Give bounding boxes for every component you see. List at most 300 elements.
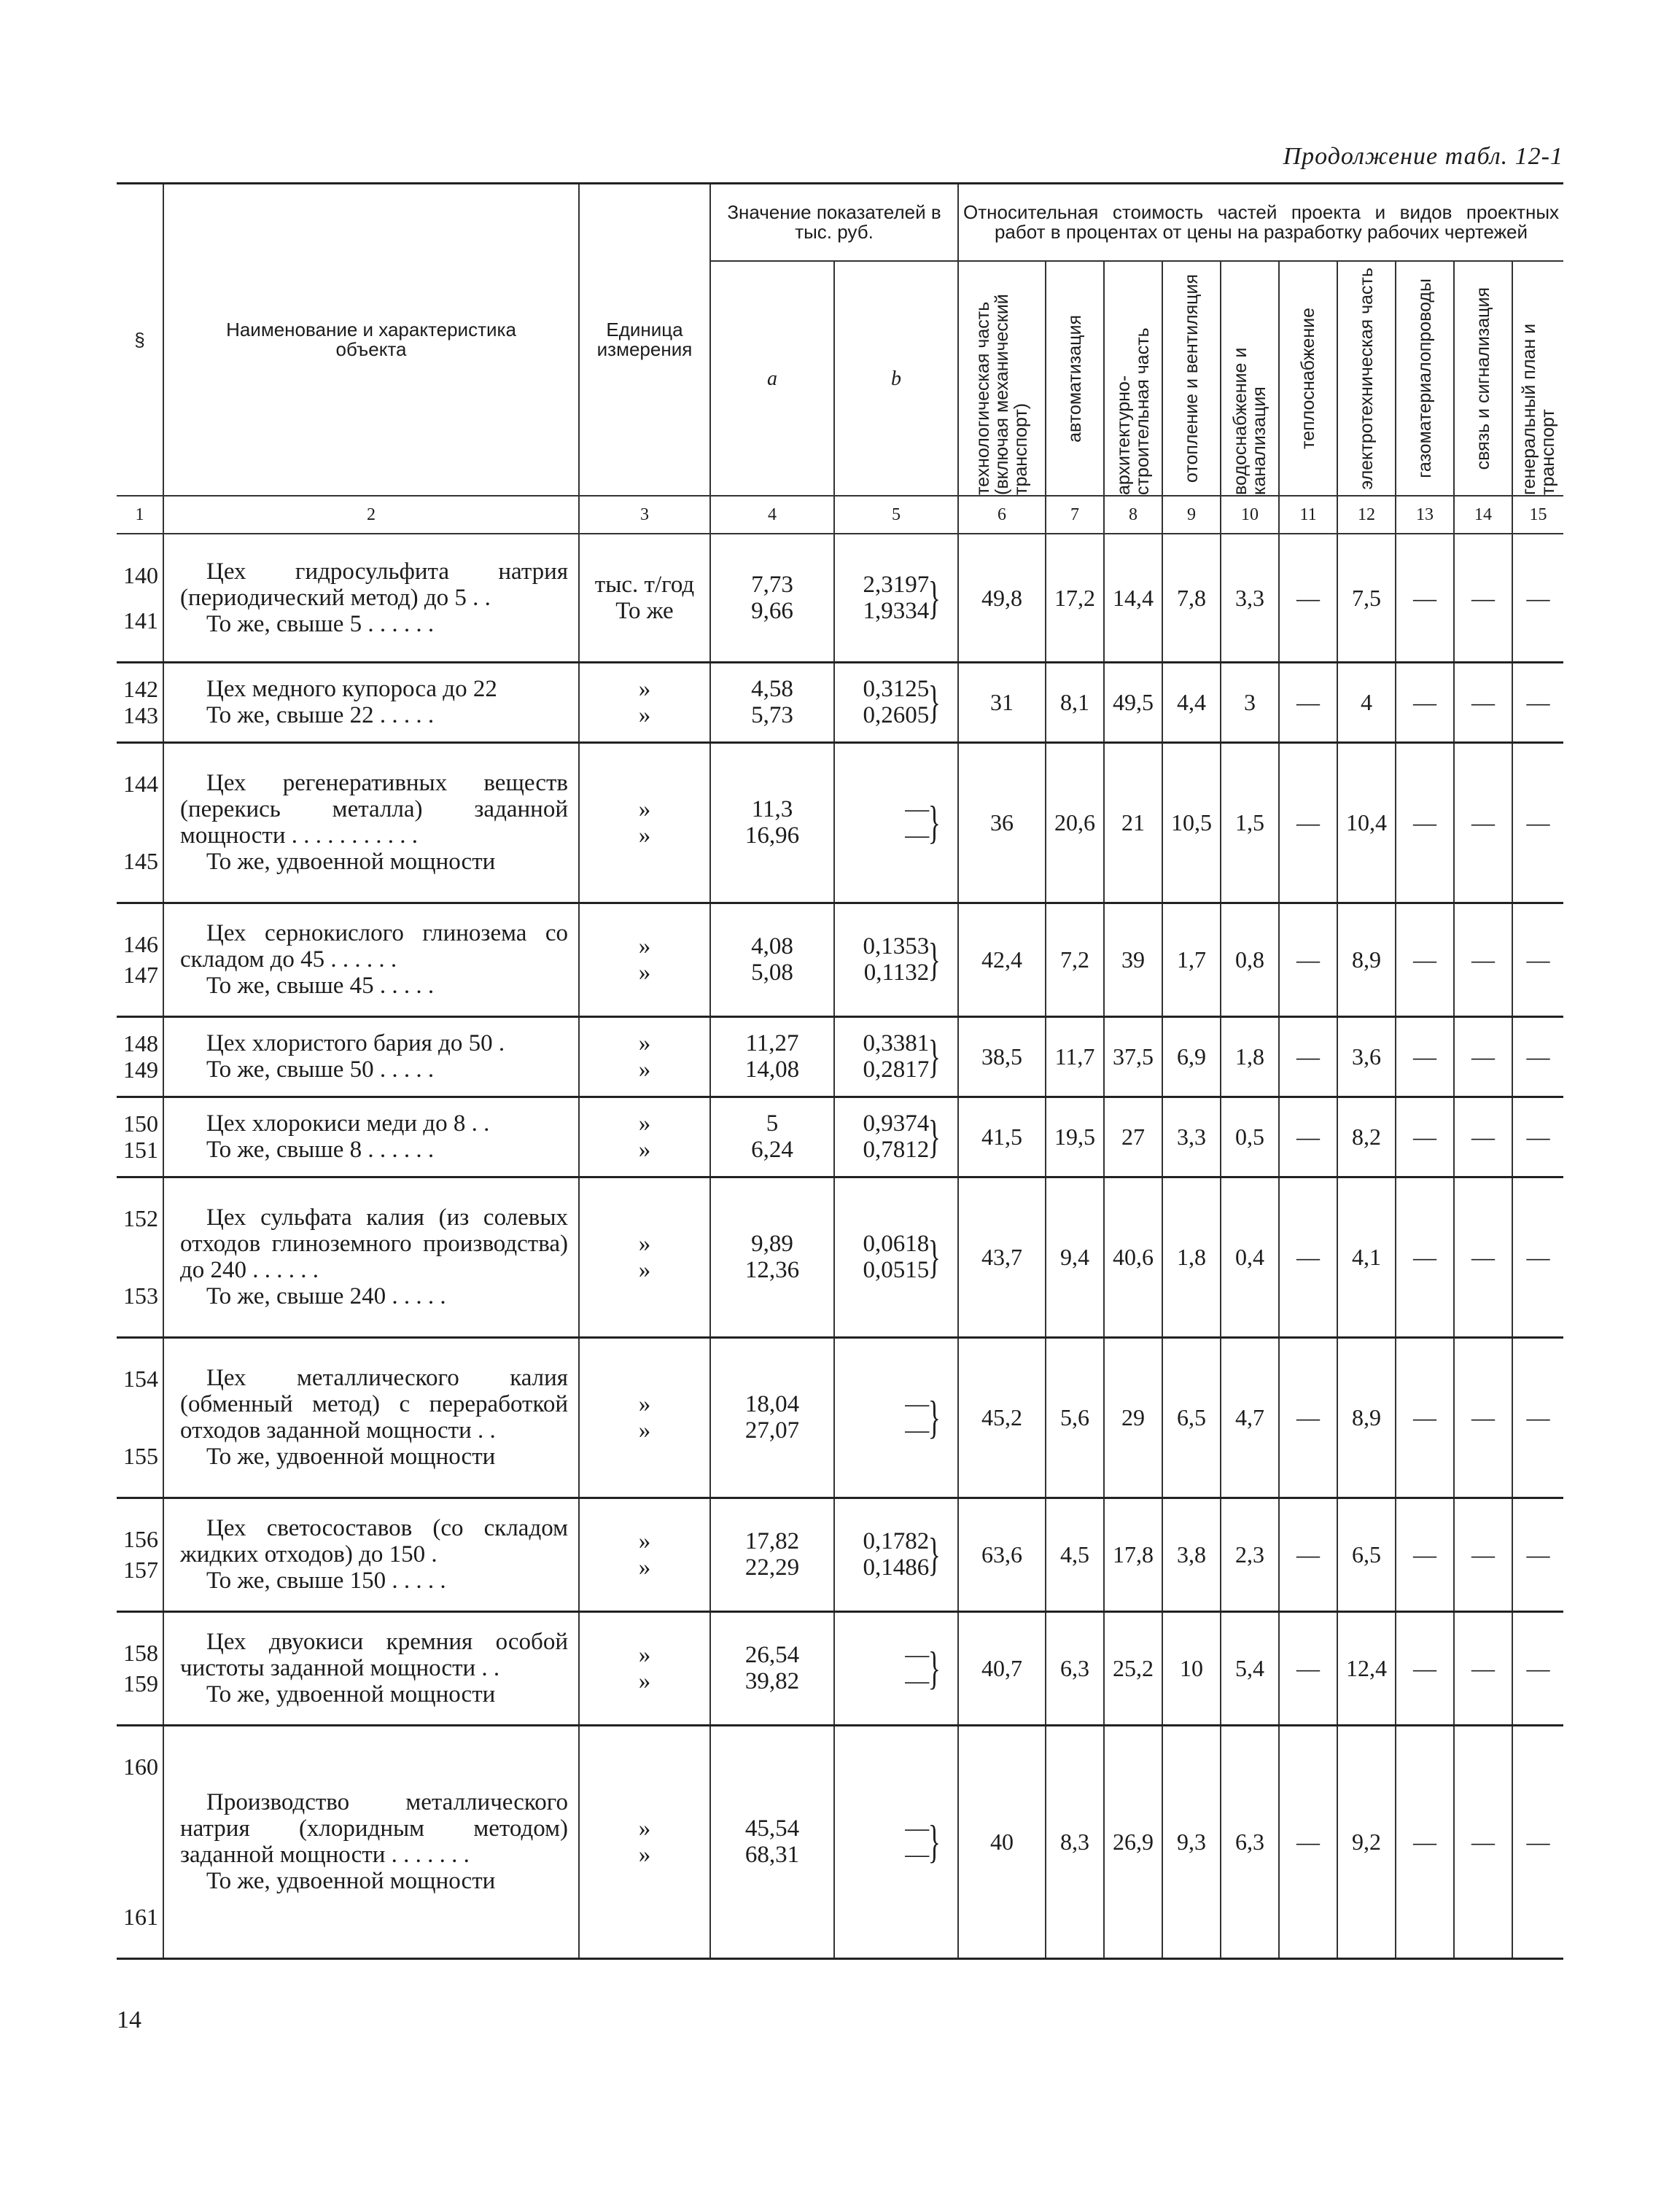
section-number: 140 [123,561,158,588]
value-a-cell [710,1177,834,1337]
value-a-cell [710,662,834,742]
value-b-cell [834,903,958,1016]
col-number: 6 [958,496,1046,534]
percent-cell: — [1279,1097,1337,1177]
value-b-first: 0,3381 [863,1030,930,1056]
section-cell [117,742,163,903]
percent-cell: 41,5 [958,1097,1046,1177]
percent-cell: 6,3 [1221,1725,1279,1958]
percent-cell: — [1396,1611,1454,1725]
percent-cell: 8,1 [1046,662,1104,742]
percent-cell: 10,4 [1337,742,1396,903]
object-name-cell [163,1611,579,1725]
value-b-cell [834,1016,958,1097]
col-number: 10 [1221,496,1279,534]
object-name-cell [163,534,579,662]
col-number: 13 [1396,496,1454,534]
unit-cell-first: » [638,796,651,822]
unit-cell-second: » [638,822,651,849]
value-b-first: 0,1782 [863,1528,930,1554]
section-number: 145 [123,848,158,874]
percent-cell: — [1279,1016,1337,1097]
unit-cell-second: » [638,1842,651,1868]
section-number: 157 [123,1557,158,1583]
section-number: 150 [123,1110,158,1137]
percent-cell: 9,4 [1046,1177,1104,1337]
percent-cell: 10,5 [1162,742,1221,903]
percent-cell: 45,2 [958,1337,1046,1498]
unit-cell-second: » [638,702,651,728]
section-number: 152 [123,1205,158,1231]
percent-cell: — [1396,534,1454,662]
percent-cell: — [1396,662,1454,742]
value-b-first: — [905,796,930,822]
percent-cell: 40,6 [1104,1177,1162,1337]
value-b-second: 0,0515 [863,1257,930,1283]
value-a-cell-first: 11,3 [751,796,793,822]
unit-cell-first: » [638,1528,651,1554]
header-col-b: b [834,261,958,496]
col-number: 15 [1512,496,1563,534]
percent-cell: 11,7 [1046,1016,1104,1097]
object-name: Цех светосоставов (со складом жидких отходов) до 150 . [180,1515,568,1568]
percent-cell: — [1454,1016,1512,1097]
header-part-1: технологическая часть (включая механический транспорт) [973,294,1032,495]
value-a-cell [710,1725,834,1958]
section-number: 155 [123,1443,158,1469]
percent-cell: 3,3 [1162,1097,1221,1177]
value-a-cell-first: 5 [766,1110,779,1137]
section-cell [117,534,163,662]
value-b-second: — [905,1668,930,1694]
value-a-cell-first: 18,04 [744,1391,800,1417]
object-name-cell [163,1016,579,1097]
percent-cell: 0,4 [1221,1177,1279,1337]
value-b-first: 0,1353 [863,933,930,959]
percent-cell: — [1279,1177,1337,1337]
unit-cell [579,1016,710,1097]
percent-cell: — [1454,1725,1512,1958]
header-part-9: связь и сигнализация [1473,287,1494,470]
percent-cell: 9,3 [1162,1725,1221,1958]
percent-cell: 39 [1104,903,1162,1016]
percent-cell: 31 [958,662,1046,742]
unit-cell-second: То же [615,597,674,624]
value-a-cell-second: 5,73 [751,702,793,728]
section-number: 159 [123,1670,158,1697]
column-numbers-row [117,496,1563,534]
value-a-cell-second: 9,66 [751,597,793,624]
value-b-second: — [905,1842,930,1868]
unit-cell-first: тыс. т/год [594,571,695,598]
value-b-cell [834,1611,958,1725]
col-number: 3 [579,496,710,534]
section-number: 158 [123,1640,158,1666]
unit-cell-second: » [638,1554,651,1581]
percent-cell: 19,5 [1046,1097,1104,1177]
value-a-cell [710,534,834,662]
percent-cell: 3 [1221,662,1279,742]
percent-cell: — [1279,903,1337,1016]
percent-cell: — [1454,1611,1512,1725]
object-name-cell [163,1337,579,1498]
value-b-cell [834,1097,958,1177]
header-values-group: Значение показателей в тыс. руб. [710,184,958,262]
percent-cell: 7,8 [1162,534,1221,662]
table-body [117,534,1563,1958]
value-b-second: 0,7812 [863,1137,930,1163]
header-part-2: автоматизация [1065,314,1086,443]
percent-cell: 1,8 [1162,1177,1221,1337]
percent-cell: 49,8 [958,534,1046,662]
header-part-7: электротехническая часть [1356,267,1377,490]
percent-cell: — [1279,1725,1337,1958]
percent-cell: — [1454,1097,1512,1177]
object-name-variant: То же, свыше 8 . . . . . . [206,1137,435,1163]
unit-cell-first: » [638,1391,651,1417]
object-name: Цех хлористого бария до 50 . [206,1030,505,1056]
percent-cell: 36 [958,742,1046,903]
header-col-a: a [710,261,834,496]
value-b-cell [834,1725,958,1958]
section-number: 147 [123,962,158,988]
object-name-variant: То же, свыше 150 . . . . . [206,1568,446,1594]
percent-cell: 4,1 [1337,1177,1396,1337]
unit-cell [579,1611,710,1725]
object-name: Цех сульфата калия (из солевых отходов глиноземного производства) до 240 . . . . . . [180,1204,568,1283]
header-unit: Единица измерения [579,184,710,497]
percent-cell: 26,9 [1104,1725,1162,1958]
value-a-cell [710,1337,834,1498]
value-b-first: 0,9374 [863,1110,930,1137]
percent-cell: — [1396,1016,1454,1097]
section-number: 141 [123,607,158,634]
percent-cell: 21 [1104,742,1162,903]
value-b-cell [834,1177,958,1337]
percent-cell: 6,3 [1046,1611,1104,1725]
percent-cell: 8,9 [1337,903,1396,1016]
object-name-cell [163,1177,579,1337]
object-name-variant: То же, свыше 45 . . . . . [206,973,435,999]
object-name-variant: То же, свыше 22 . . . . . [206,702,435,728]
percent-cell: 27 [1104,1097,1162,1177]
col-number: 1 [117,496,163,534]
section-number: 153 [123,1282,158,1309]
unit-cell [579,662,710,742]
page-number: 14 [117,2006,141,2033]
percent-cell: 25,2 [1104,1611,1162,1725]
percent-cell: 3,6 [1337,1016,1396,1097]
section-number: 151 [123,1137,158,1163]
percent-cell: 1,7 [1162,903,1221,1016]
percent-cell: — [1279,742,1337,903]
object-name-cell [163,1097,579,1177]
value-b-second: 0,2817 [863,1056,930,1083]
section-number: 146 [123,931,158,957]
brace-icon: } [928,1642,941,1694]
table-row [117,1498,1563,1611]
percent-cell: 7,5 [1337,534,1396,662]
object-name-cell [163,903,579,1016]
percent-cell: — [1396,1498,1454,1611]
object-name: Цех хлорокиси меди до 8 . . [206,1110,490,1137]
percent-cell: — [1279,534,1337,662]
value-b-second: 0,1132 [863,959,930,986]
table-row [117,1725,1563,1958]
percent-cell: — [1512,1177,1563,1337]
percent-cell: 4,5 [1046,1498,1104,1611]
object-name: Цех металлического калия (обменный метод) с переработкой отходов заданной мощности . . [180,1365,568,1444]
object-name-variant: То же, удвоенной мощности [206,1868,496,1894]
section-cell [117,1725,163,1958]
unit-cell-first: » [638,1815,651,1842]
table-row [117,742,1563,903]
col-number: 14 [1454,496,1512,534]
percent-cell: — [1396,1177,1454,1337]
percent-cell: — [1512,1016,1563,1097]
section-cell [117,1016,163,1097]
percent-cell: 6,9 [1162,1016,1221,1097]
value-b-first: 0,0618 [863,1231,930,1257]
unit-cell [579,742,710,903]
value-b-second: — [905,822,930,849]
section-number: 160 [123,1753,158,1780]
table-row [117,662,1563,742]
percent-cell: — [1512,903,1563,1016]
col-number: 4 [710,496,834,534]
value-a-cell-second: 14,08 [744,1056,800,1083]
value-b-cell [834,662,958,742]
percent-cell: 0,8 [1221,903,1279,1016]
percent-cell: 49,5 [1104,662,1162,742]
unit-cell-first: » [638,1110,651,1137]
object-name-variant: То же, свыше 50 . . . . . [206,1056,435,1083]
percent-cell: — [1512,1725,1563,1958]
value-a-cell-first: 7,73 [751,571,793,598]
table-row [117,903,1563,1016]
percent-cell: 29 [1104,1337,1162,1498]
percent-cell: — [1512,1337,1563,1498]
percent-cell: 40,7 [958,1611,1046,1725]
percent-cell: — [1454,534,1512,662]
table-row [117,1337,1563,1498]
percent-cell: 10 [1162,1611,1221,1725]
header-section: § [117,184,163,497]
section-cell [117,1097,163,1177]
object-name-cell [163,742,579,903]
percent-cell: 20,6 [1046,742,1104,903]
unit-cell-first: » [638,1030,651,1056]
percent-cell: 8,9 [1337,1337,1396,1498]
brace-icon: } [928,1110,941,1162]
object-name-variant: То же, свыше 5 . . . . . . [206,610,435,637]
header-part-8: газоматериалопроводы [1415,279,1436,478]
unit-cell [579,1498,710,1611]
header-relative-group: Относительная стоимость частей проекта и видов проектных работ в процентах от цены на разработку рабочих чертежей [958,184,1563,262]
header-part-4: отопление и вентиляция [1181,273,1202,483]
unit-cell [579,1097,710,1177]
brace-icon: } [928,571,941,623]
object-name: Цех двуокиси кремния особой чистоты заданной мощности . . [180,1629,568,1681]
percent-cell: 2,3 [1221,1498,1279,1611]
percent-cell: — [1454,903,1512,1016]
value-a-cell-first: 11,27 [745,1030,799,1056]
unit-cell [579,903,710,1016]
unit-cell [579,1725,710,1958]
percent-cell: — [1279,662,1337,742]
unit-cell [579,1177,710,1337]
brace-icon: } [928,676,941,728]
table-row [117,1097,1563,1177]
percent-cell: — [1279,1337,1337,1498]
value-a-cell-second: 12,36 [744,1257,800,1283]
percent-cell: 6,5 [1162,1337,1221,1498]
percent-cell: 1,5 [1221,742,1279,903]
unit-cell-second: » [638,1257,651,1283]
table-row [117,1177,1563,1337]
unit-cell-first: » [638,933,651,959]
percent-cell: 1,8 [1221,1016,1279,1097]
header-part-10: генеральный план и транспорт [1518,323,1558,495]
section-cell [117,903,163,1016]
section-number: 148 [123,1030,158,1056]
value-b-first: 0,3125 [863,676,930,702]
percent-cell: — [1396,903,1454,1016]
value-b-second: — [905,1417,930,1444]
percent-cell: — [1396,742,1454,903]
percent-cell: — [1454,1177,1512,1337]
object-name: Цех сернокислого глинозема со складом до 45 . . . . . . [180,920,568,973]
percent-cell: 63,6 [958,1498,1046,1611]
value-b-second: 0,1486 [863,1554,930,1581]
percent-cell: 4 [1337,662,1396,742]
table-row [117,1611,1563,1725]
percent-cell: 12,4 [1337,1611,1396,1725]
data-table [117,182,1563,1960]
percent-cell: — [1279,1498,1337,1611]
continuation-title: Продолжение табл. 12-1 [1283,143,1563,170]
brace-icon: } [928,1815,941,1867]
value-a-cell [710,1611,834,1725]
section-cell [117,662,163,742]
brace-icon: } [928,1231,941,1282]
col-number: 8 [1104,496,1162,534]
object-name-variant: То же, удвоенной мощности [206,1681,496,1708]
value-a-cell [710,1097,834,1177]
col-number: 2 [163,496,579,534]
section-number: 156 [123,1526,158,1552]
percent-cell: — [1512,662,1563,742]
brace-icon: } [928,933,941,985]
unit-cell-second: » [638,1137,651,1163]
percent-cell: — [1454,1337,1512,1498]
section-cell [117,1337,163,1498]
unit-cell-second: » [638,1056,651,1083]
section-number: 149 [123,1056,158,1083]
object-name-cell [163,1725,579,1958]
percent-cell: — [1512,1611,1563,1725]
value-b-first: — [905,1391,930,1417]
percent-cell: 43,7 [958,1177,1046,1337]
unit-cell-second: » [638,959,651,986]
object-name: Цех гидросульфита натрия (периодический метод) до 5 . . [180,558,568,611]
unit-cell-second: » [638,1668,651,1694]
percent-cell: — [1512,742,1563,903]
value-a-cell-first: 4,58 [751,676,793,702]
percent-cell: 8,2 [1337,1097,1396,1177]
value-b-first: — [905,1815,930,1842]
percent-cell: — [1396,1337,1454,1498]
percent-cell: — [1396,1097,1454,1177]
percent-cell: — [1454,662,1512,742]
section-cell [117,1498,163,1611]
value-b-cell [834,1337,958,1498]
unit-cell [579,1337,710,1498]
value-a-cell-second: 5,08 [751,959,793,986]
section-number: 154 [123,1366,158,1392]
percent-cell: — [1396,1725,1454,1958]
percent-cell: 7,2 [1046,903,1104,1016]
header-part-6: теплоснабжение [1298,308,1319,449]
section-number: 142 [123,676,158,702]
object-name: Цех медного купороса до 22 [206,676,497,702]
value-a-cell-second: 39,82 [744,1668,800,1694]
table-row [117,1016,1563,1097]
value-a-cell-first: 4,08 [751,933,793,959]
percent-cell: 0,5 [1221,1097,1279,1177]
percent-cell: — [1279,1611,1337,1725]
object-name-cell [163,662,579,742]
percent-cell: — [1454,1498,1512,1611]
col-number: 9 [1162,496,1221,534]
col-number: 12 [1337,496,1396,534]
object-name-variant: То же, удвоенной мощности [206,849,496,875]
value-a-cell [710,903,834,1016]
value-b-first: 2,3197 [863,571,930,598]
percent-cell: — [1454,742,1512,903]
object-name: Цех регенеративных веществ (перекись металла) заданной мощности . . . . . . . . . . . [180,770,568,849]
percent-cell: 4,7 [1221,1337,1279,1498]
percent-cell: 3,3 [1221,534,1279,662]
value-b-cell [834,742,958,903]
percent-cell: 4,4 [1162,662,1221,742]
percent-cell: 37,5 [1104,1016,1162,1097]
section-number: 143 [123,702,158,728]
value-a-cell-first: 26,54 [744,1642,800,1668]
percent-cell: 42,4 [958,903,1046,1016]
value-a-cell [710,1498,834,1611]
header-part-3: архитектурно-строительная часть [1113,327,1154,495]
percent-cell: — [1512,1498,1563,1611]
value-a-cell-second: 16,96 [744,822,800,849]
percent-cell: 3,8 [1162,1498,1221,1611]
unit-cell [579,534,710,662]
object-name-variant: То же, удвоенной мощности [206,1444,496,1470]
percent-cell: 14,4 [1104,534,1162,662]
col-number: 7 [1046,496,1104,534]
col-number: 5 [834,496,958,534]
brace-icon: } [928,1528,941,1580]
section-number: 161 [123,1904,158,1930]
col-number: 11 [1279,496,1337,534]
percent-cell: 5,6 [1046,1337,1104,1498]
object-name: Производство металлического натрия (хлоридным методом) заданной мощности . . . . . . . [180,1789,568,1868]
value-b-first: — [905,1642,930,1668]
value-a-cell-second: 27,07 [744,1417,800,1444]
brace-icon: } [928,796,941,848]
value-b-cell [834,534,958,662]
percent-cell: 9,2 [1337,1725,1396,1958]
